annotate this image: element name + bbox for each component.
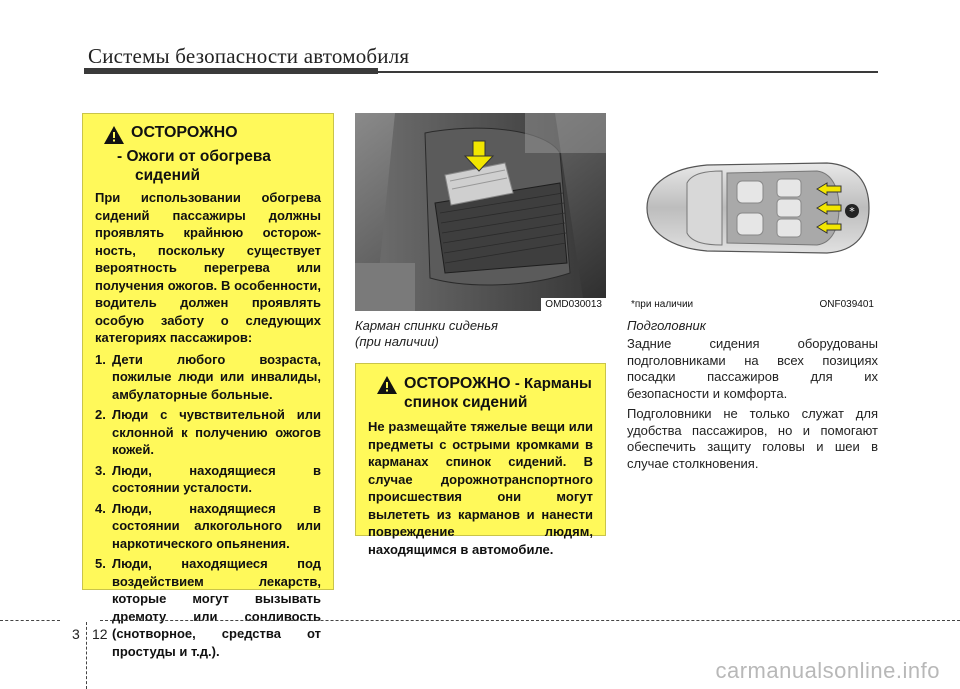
warning-triangle-icon <box>376 375 398 395</box>
warning-triangle-icon <box>103 125 125 145</box>
warning-title: ОСТОРОЖНО <box>131 124 238 141</box>
pointer-arrow-icon <box>817 183 841 233</box>
list-item: 3. Люди, находящиеся в состоянии усталости. <box>95 462 321 495</box>
footer-divider <box>86 622 87 689</box>
warning-text: Не размещайте тяжелые вещи или предметы с острыми кромками в карманах спинок сидений. В случае дорожнотранспортного происшествия они могут вылететь из карманов и нанести повреждение людям, находящимся в автомобиле. <box>368 419 593 557</box>
car-top-view-illustration <box>627 113 878 311</box>
warning-intro: При использовании обогрева сидений пассажиры должны проявлять крайнюю осторожность, поскольку существует вероятность перегрева или получения ожогов. В особенности, водитель должен проявлять особую заботу о следующих категориях пассажиров: <box>95 190 321 345</box>
warning-title-suffix: - Карманы <box>514 375 592 392</box>
page-header-title: Системы безопасности автомобиля <box>88 44 410 68</box>
photo-note-label: *при наличии <box>627 298 697 311</box>
warning-title: ОСТОРОЖНО <box>404 375 511 392</box>
list-item: 2. Люди с чувствительной или склонной к получению ожогов кожей. <box>95 407 321 457</box>
list-item: 1. Дети любого возраста, пожилые люди или инвалиды, амбулаторные больные. <box>95 351 321 402</box>
seatback-pocket-photo <box>355 113 606 311</box>
page-number: 12 <box>92 626 108 642</box>
warning-seatback-pockets <box>355 363 606 557</box>
list-item: 4. Люди, находящиеся в состоянии алкогольного или наркотического опьянения. <box>95 500 321 551</box>
list-item: 5. Люди, находящиеся под воздействием лекарств, которые могут вызывать дремоту или сонливость (снотворное, средства от простуды и т.д.). <box>95 556 321 659</box>
caption-line: (при наличии) <box>355 334 439 349</box>
seatback-pocket-illustration <box>355 113 606 311</box>
headrest-caption: Подголовник <box>627 318 706 333</box>
footer-rule-left <box>0 620 60 621</box>
warning-subtitle: - Ожоги от обогрева <box>117 148 271 165</box>
photo-code-label: OMD030013 <box>541 298 606 311</box>
headrest-body <box>627 336 878 476</box>
header-rule-thick <box>84 68 378 74</box>
footer-rule-right <box>100 620 960 621</box>
header-rule-thin <box>378 71 878 73</box>
seatback-pocket-caption <box>355 318 605 350</box>
warning-header <box>103 124 321 145</box>
warning-subtitle: спинок сидений <box>404 394 528 411</box>
watermark: carmanualsonline.info <box>715 658 940 683</box>
warning-list <box>95 351 321 661</box>
warning-subtitle-cont: сидений <box>135 167 201 184</box>
star-badge-icon <box>845 204 859 218</box>
photo-code-label: ONF039401 <box>816 298 878 311</box>
svg-text:*: * <box>849 205 855 218</box>
paragraph: Задние сидения оборудованы подголовниками на всех позициях посадки пассажиров для их безопасности и комфорта. <box>627 336 878 401</box>
warning-header <box>376 374 593 412</box>
section-number: 3 <box>72 626 80 642</box>
headrest-car-photo <box>627 113 878 311</box>
caption-line: Карман спинки сиденья <box>355 318 498 333</box>
paragraph: Подголовники не только служат для удобства пассажиров, но и помогают обеспечить защиту головы и шеи в случае столкновения. <box>627 406 878 471</box>
